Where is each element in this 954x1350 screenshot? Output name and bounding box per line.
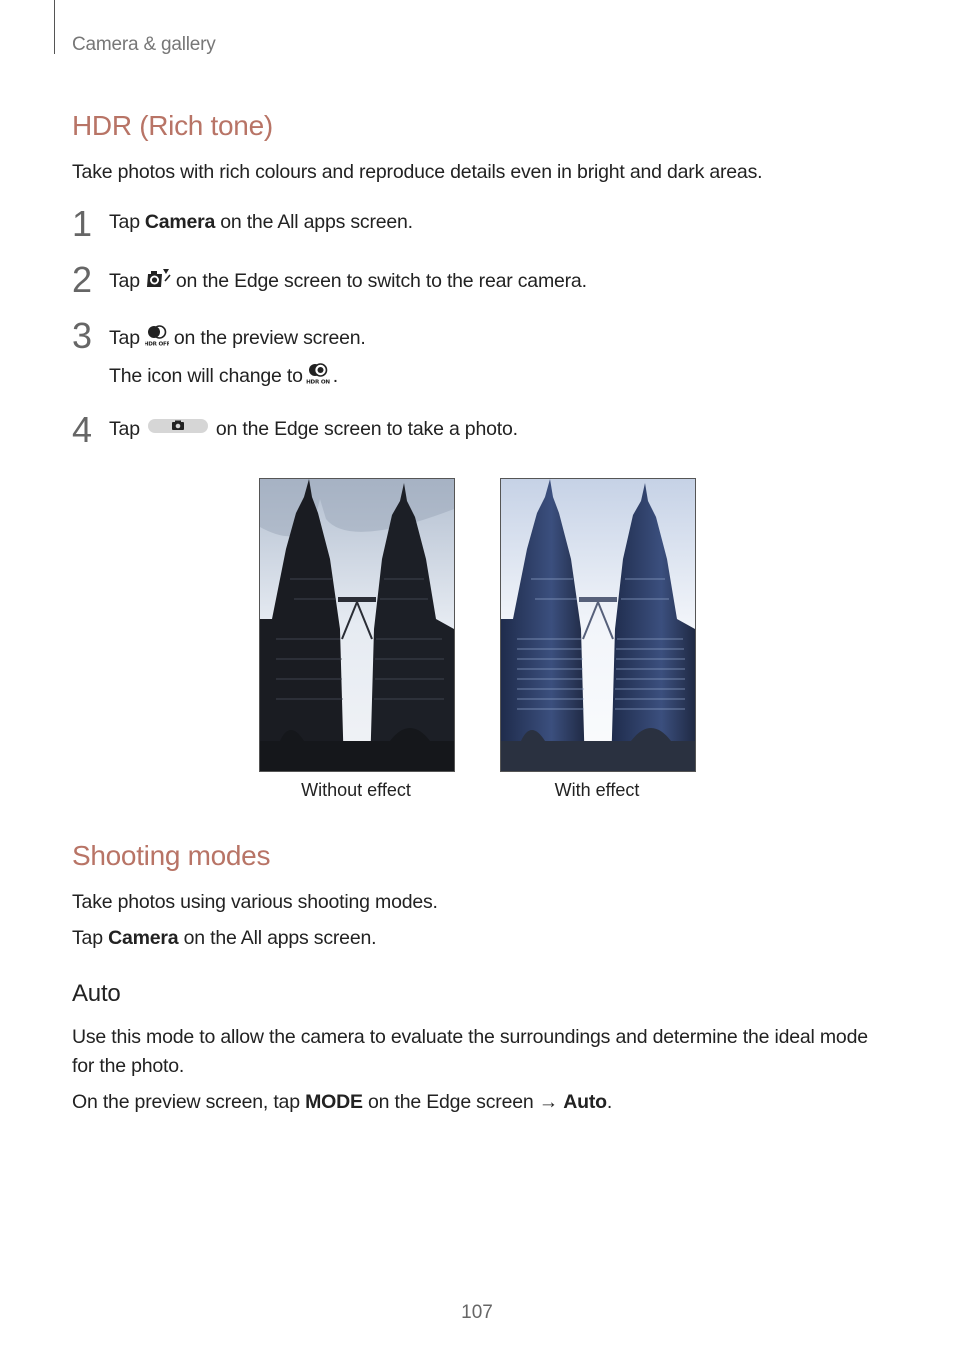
switch-camera-icon[interactable] <box>145 267 171 295</box>
auto-inst-pre: On the preview screen, tap <box>72 1091 300 1113</box>
page-number: 107 <box>461 1302 493 1323</box>
step-3-pre: Tap <box>109 326 140 349</box>
shooting-tap-pre: Tap <box>72 927 103 949</box>
shooting-modes-title: Shooting modes <box>72 840 271 871</box>
step-3-number: 3 <box>72 315 93 356</box>
step-1-camera-label: Camera <box>144 211 216 233</box>
header-rule <box>54 0 55 54</box>
hdr-section-title: HDR (Rich tone) <box>72 110 273 141</box>
step-4-post: on the Edge screen to take a photo. <box>215 417 518 440</box>
auto-inst-mid: on the Edge screen → <box>367 1091 559 1113</box>
hdr-off-icon[interactable] <box>145 323 169 353</box>
auto-mode-label: MODE <box>305 1091 363 1113</box>
auto-instruction <box>72 1088 612 1117</box>
shooting-modes-instruction <box>72 924 376 953</box>
towers-photo-with-effect <box>500 478 696 772</box>
step-3-post: on the preview screen. <box>173 326 366 349</box>
breadcrumb: Camera & gallery <box>72 34 216 55</box>
auto-description: Use this mode to allow the camera to evaluate the surroundings and determine the ideal mode for the photo. <box>72 1026 868 1077</box>
step-2-post: on the Edge screen to switch to the rear camera. <box>175 269 587 292</box>
hdr-intro: Take photos with rich colours and reproduce details even in bright and dark areas. <box>72 161 763 183</box>
shooting-camera-label: Camera <box>108 927 179 949</box>
step-4-pre: Tap <box>109 417 140 440</box>
step-3-subtext <box>109 361 338 391</box>
step-3-sub-pre: The icon will change to <box>109 364 303 387</box>
step-1-post: on the All apps screen. <box>220 211 413 233</box>
step-2-text <box>109 267 587 295</box>
caption-without-effect: Without effect <box>301 780 411 800</box>
step-4-text <box>109 417 518 441</box>
shutter-button-icon[interactable] <box>147 417 209 441</box>
caption-with-effect: With effect <box>554 780 640 800</box>
step-1-number: 1 <box>72 203 93 244</box>
auto-title: Auto <box>72 980 121 1007</box>
step-2-pre: Tap <box>109 269 140 292</box>
shooting-tap-post: on the All apps screen. <box>183 927 377 949</box>
step-2-number: 2 <box>72 259 93 300</box>
hdr-on-icon <box>306 361 330 391</box>
step-3-sub-post: . <box>332 364 338 387</box>
step-1-text <box>109 211 413 234</box>
hdr-off-icon-label: HDR OFF <box>144 341 169 347</box>
auto-inst-post: . <box>606 1091 613 1113</box>
step-4-number: 4 <box>72 409 93 450</box>
towers-photo-without-effect <box>259 478 455 772</box>
auto-auto-label: Auto <box>563 1091 607 1113</box>
hdr-on-icon-label: HDR ON <box>305 379 330 385</box>
shooting-modes-intro: Take photos using various shooting modes. <box>72 891 438 913</box>
step-3-text <box>109 323 366 353</box>
step-1-pre: Tap <box>109 211 140 233</box>
